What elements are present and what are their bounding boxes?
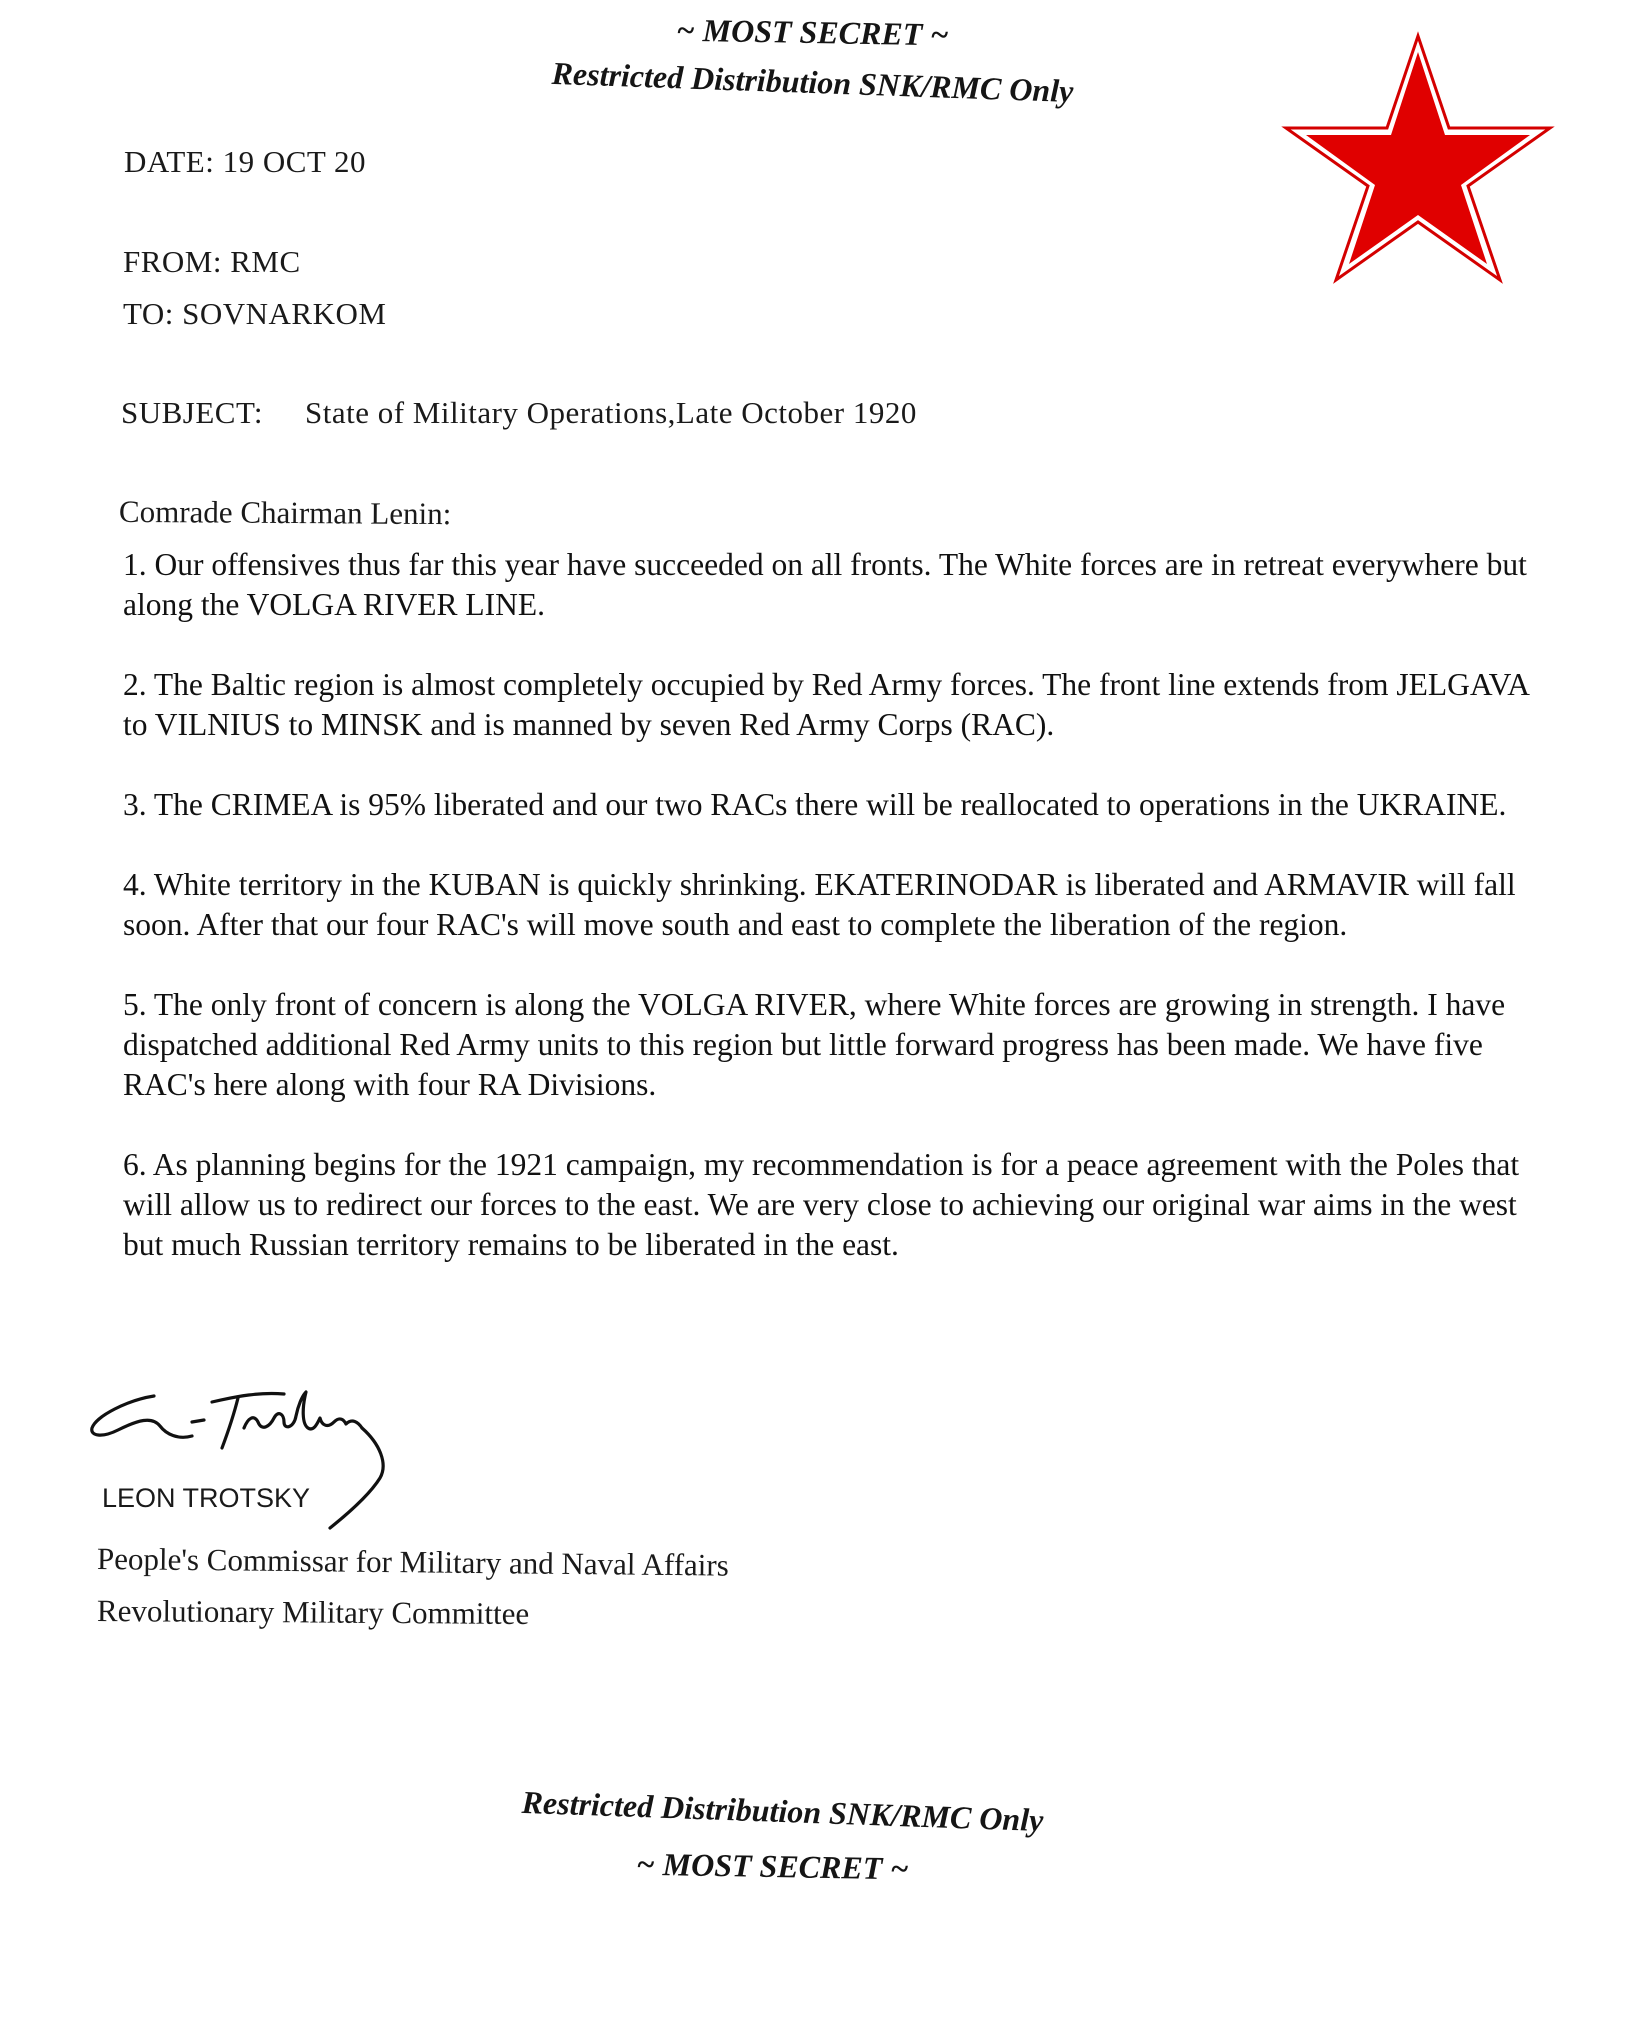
bottom-distribution-marking: Restricted Distribution SNK/RMC Only (521, 1783, 1044, 1839)
to-value: SOVNARKOM (182, 296, 387, 331)
subject-value: State of Military Operations,Late October 1920 (305, 395, 917, 430)
from-label: FROM: (123, 244, 222, 279)
signature-stroke-t-bar (212, 1393, 284, 1402)
signature-stroke-dot (192, 1420, 204, 1422)
red-star-icon (1278, 30, 1558, 285)
signer-organization: Revolutionary Military Committee (96, 1593, 530, 1632)
paragraph-4: 4. White territory in the KUBAN is quickly shrinking. EKATERINODAR is liberated and ARMAVIR will fall soon. After that our four RAC's will move south and east to complete the liberation of the region. (123, 867, 1516, 942)
subject-label: SUBJECT: (121, 395, 263, 430)
handwritten-signature (88, 1378, 408, 1538)
paragraph-6: 6. As planning begins for the 1921 campaign, my recommendation is for a peace agreement with the Poles that will allow us to redirect our forces to the east. We are very close to achieving our original war aims in the west but much Russian territory remains to be liberated in the east. (123, 1147, 1520, 1262)
date-label: DATE: (124, 144, 215, 179)
to-label: TO: (123, 296, 174, 331)
memo-body (123, 545, 1553, 1305)
bottom-classification-marking: ~ MOST SECRET ~ (636, 1845, 909, 1887)
top-classification-marking: ~ MOST SECRET ~ (676, 11, 949, 53)
signer-title: People's Commissar for Military and Naval Affairs (96, 1541, 729, 1583)
memo-subject (121, 395, 917, 431)
paragraph-1: 1. Our offensives thus far this year have succeeded on all fronts. The White forces are in retreat everywhere but along the VOLGA RIVER LINE. (123, 547, 1527, 622)
paragraph-3: 3. The CRIMEA is 95% liberated and our two RACs there will be reallocated to operations in the UKRAINE. (123, 787, 1507, 822)
signature-stroke-rotsky (244, 1392, 362, 1429)
salutation: Comrade Chairman Lenin: (118, 493, 452, 532)
top-distribution-marking: Restricted Distribution SNK/RMC Only (551, 54, 1074, 110)
from-value: RMC (230, 244, 301, 279)
memo-date (124, 144, 366, 180)
date-value: 19 OCT 20 (222, 144, 367, 179)
memo-from (123, 244, 301, 280)
signature-stroke-l (92, 1396, 192, 1437)
paragraph-5: 5. The only front of concern is along the VOLGA RIVER, where White forces are growing in strength. I have dispatched additional Red Army units to this region but little forward progress has been made. We have five RAC's here along with four RA Divisions. (123, 987, 1506, 1102)
signer-name: LEON TROTSKY (102, 1483, 311, 1513)
red-star-icon-fill (1306, 52, 1530, 264)
memo-to (123, 296, 386, 332)
signature-stroke-t-stem (222, 1398, 238, 1448)
signature-stroke-tail (330, 1428, 383, 1528)
paragraph-2: 2. The Baltic region is almost completely occupied by Red Army forces. The front line extends from JELGAVA to VILNIUS to MINSK and is manned by seven Red Army Corps (RAC). (123, 667, 1529, 742)
